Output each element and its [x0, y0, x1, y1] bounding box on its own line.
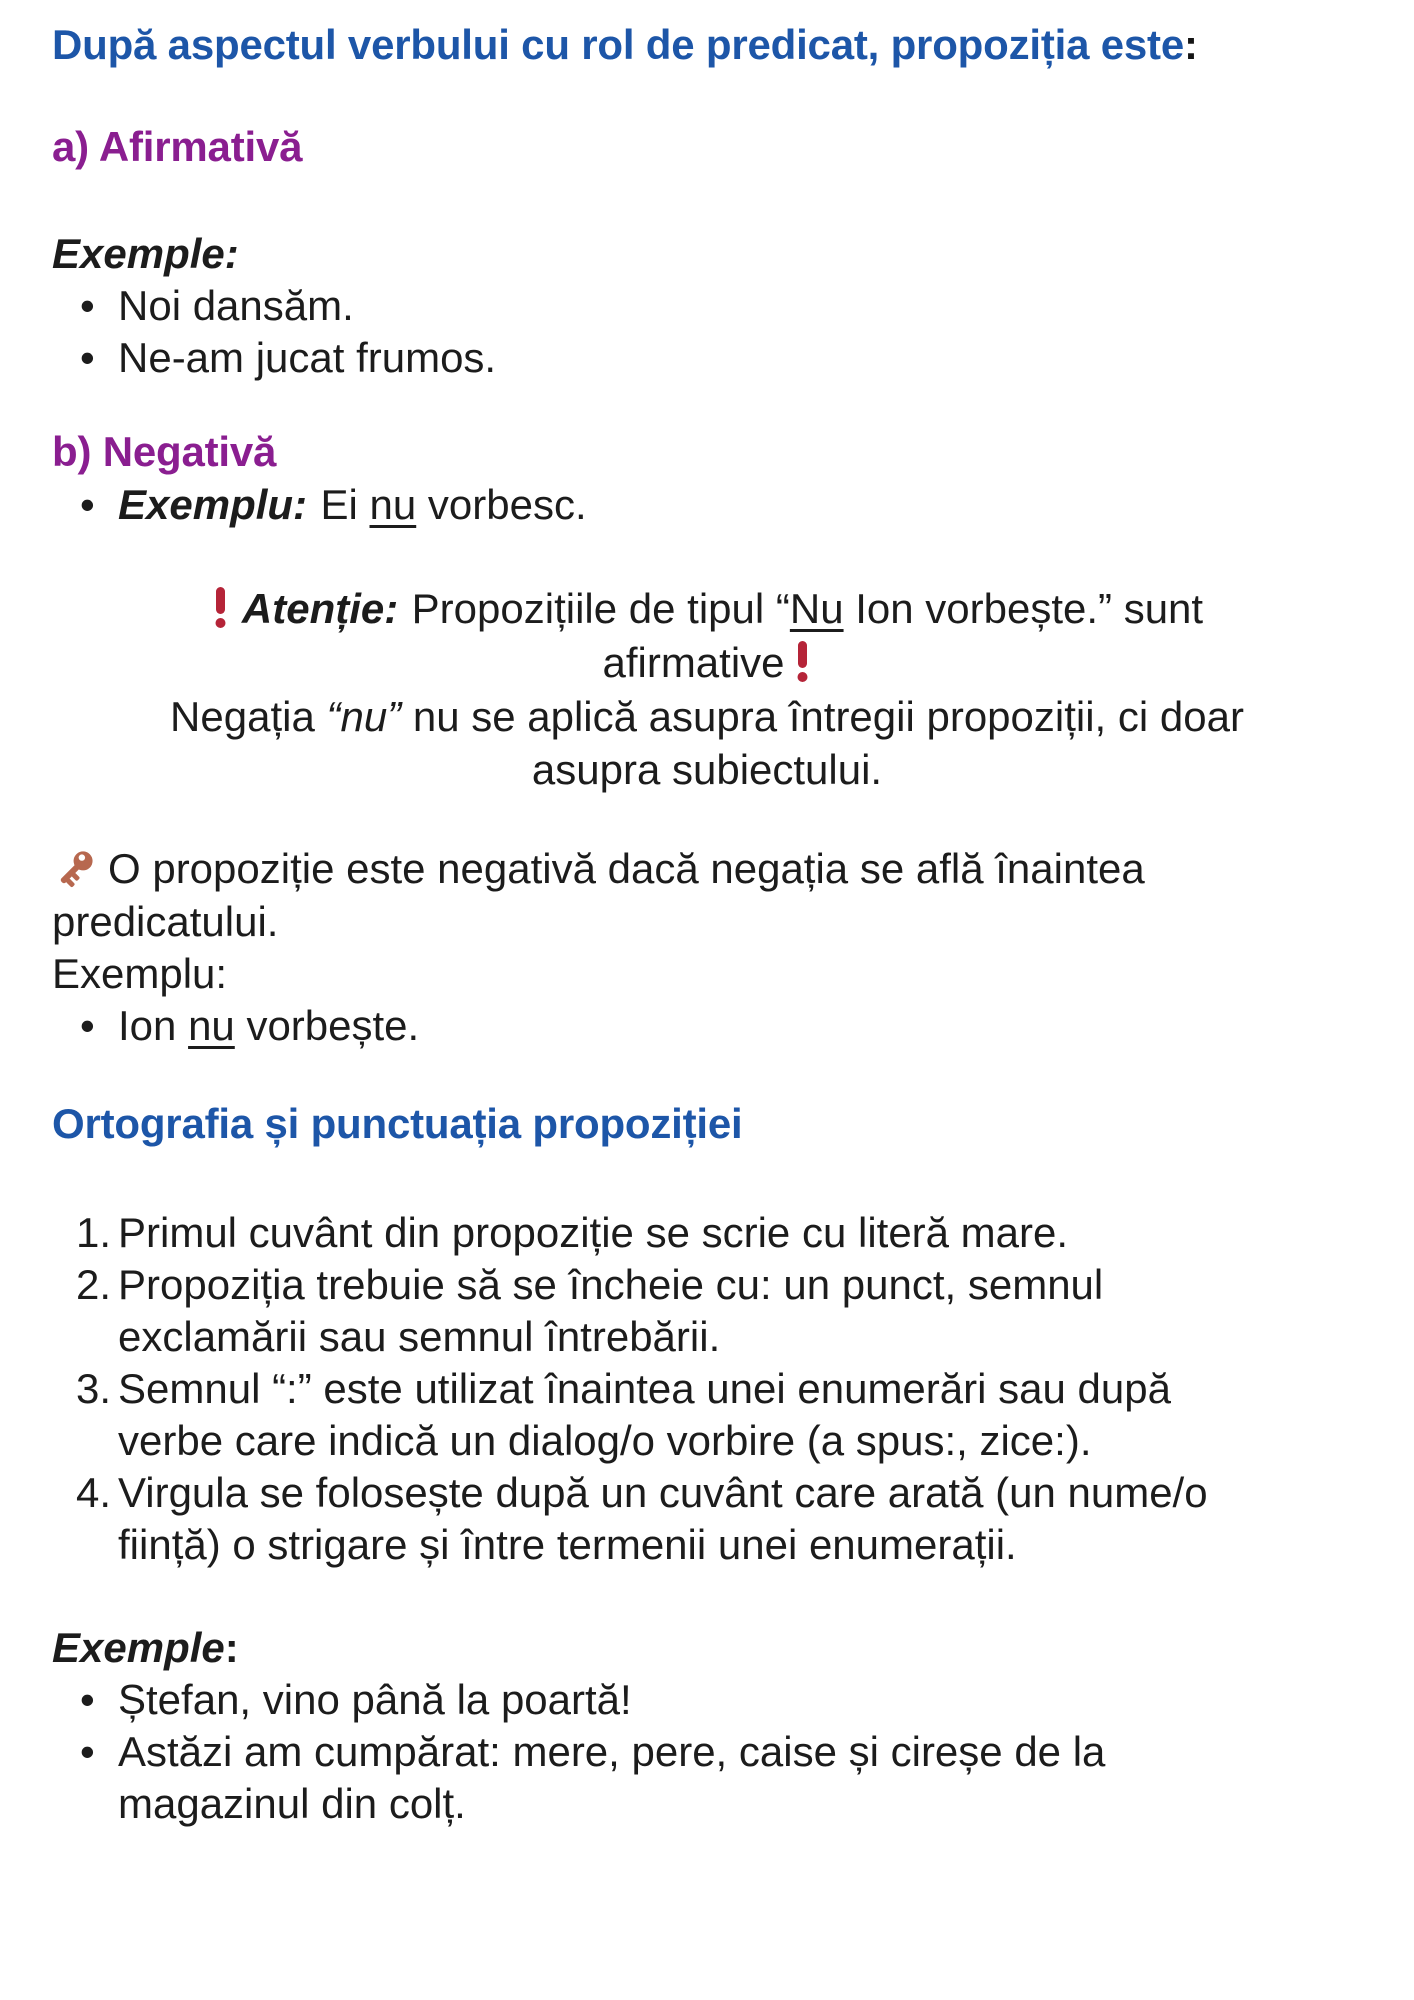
list-item [52, 1726, 1242, 1830]
page-title [52, 18, 1362, 72]
rule-number: 1. [76, 1209, 112, 1256]
example-text: Noi dansăm. [118, 282, 354, 329]
examples-label-colon: : [224, 1624, 239, 1671]
examples-label: Exemple: [52, 230, 239, 277]
example-pre: Ei [320, 481, 370, 528]
rule-number: 3. [76, 1365, 112, 1412]
example-pre: Ion [118, 1002, 189, 1049]
note-line2-text: asupra subiectului. [531, 746, 883, 793]
rule-item [52, 1207, 1242, 1259]
example-post: vorbește. [234, 1002, 420, 1049]
example-text: Ștefan, vino până la poartă! [118, 1676, 632, 1723]
rule-text: Propoziția trebuie să se încheie cu: un punct, semnul exclamării sau semnul întrebării. [118, 1261, 1104, 1360]
list-item [52, 1000, 1362, 1052]
page-title-text: După aspectul verbului cu rol de predicat, propoziția este [52, 21, 1184, 68]
rule-item [52, 1259, 1242, 1363]
key-example-list [52, 1000, 1362, 1052]
affirmative-examples-list [52, 280, 1362, 384]
list-item [52, 479, 1362, 531]
list-item [52, 332, 1362, 384]
underlined-word: nu [188, 1002, 235, 1049]
attention-line2-text: afirmative [602, 639, 785, 686]
rule-item [52, 1363, 1242, 1467]
list-item [52, 280, 1362, 332]
exclamation-icon [795, 639, 810, 683]
underlined-word: nu [369, 481, 417, 528]
key-icon [52, 844, 100, 892]
examples-label-text: Exemple [52, 1624, 225, 1671]
underlined-word: Nu [789, 585, 844, 632]
attention-line-1 [52, 582, 1362, 636]
rule-number: 4. [76, 1469, 112, 1516]
note-post: nu se aplică asupra întregii propoziții, ci doar [401, 693, 1244, 740]
section-b-heading: b) Negativă [52, 428, 277, 475]
note-quoted-word: “nu” [326, 693, 402, 740]
note-line-1 [52, 690, 1362, 743]
attention-block [52, 582, 1362, 690]
example-text: Ne-am jucat frumos. [118, 334, 497, 381]
negation-note [52, 690, 1362, 796]
attention-pre: Propozițiile de tipul “ [411, 585, 790, 632]
list-item [52, 1674, 1242, 1726]
section-a-heading: a) Afirmativă [52, 123, 303, 170]
rule-item [52, 1467, 1242, 1571]
negative-example-list [52, 479, 1362, 531]
orthography-examples-label [52, 1622, 1362, 1674]
exclamation-icon [213, 585, 228, 629]
orthography-rules-list [52, 1207, 1242, 1571]
note-line-2 [52, 743, 1362, 796]
example-text: Astăzi am cumpărat: mere, pere, caise și cireșe de la magazinul din colț. [118, 1728, 1106, 1827]
rule-number: 2. [76, 1261, 112, 1308]
orthography-examples-list [52, 1674, 1242, 1830]
example-post: vorbesc. [416, 481, 587, 528]
key-point-text: O propoziție este negativă dacă negația se află înaintea predicatului. [52, 845, 1145, 945]
note-pre: Negația [170, 693, 327, 740]
attention-post: Ion vorbește.” sunt [843, 585, 1204, 632]
key-point [52, 842, 1362, 948]
key-example-label: Exemplu: [52, 950, 228, 997]
page-title-colon: : [1183, 21, 1198, 68]
orthography-heading: Ortografia și punctuația propoziției [52, 1100, 743, 1147]
attention-label: Atenție: [241, 585, 399, 632]
rule-text: Virgula se folosește după un cuvânt care arată (un nume/o ființă) o strigare și între termenii unei enumerații. [118, 1469, 1208, 1568]
attention-line-2 [52, 636, 1362, 690]
rule-text: Primul cuvânt din propoziție se scrie cu literă mare. [118, 1209, 1069, 1256]
example-label: Exemplu: [118, 481, 308, 528]
rule-text: Semnul “:” este utilizat înaintea unei enumerări sau după verbe care indică un dialog/o vorbire (a spus:, zice:). [118, 1365, 1171, 1464]
